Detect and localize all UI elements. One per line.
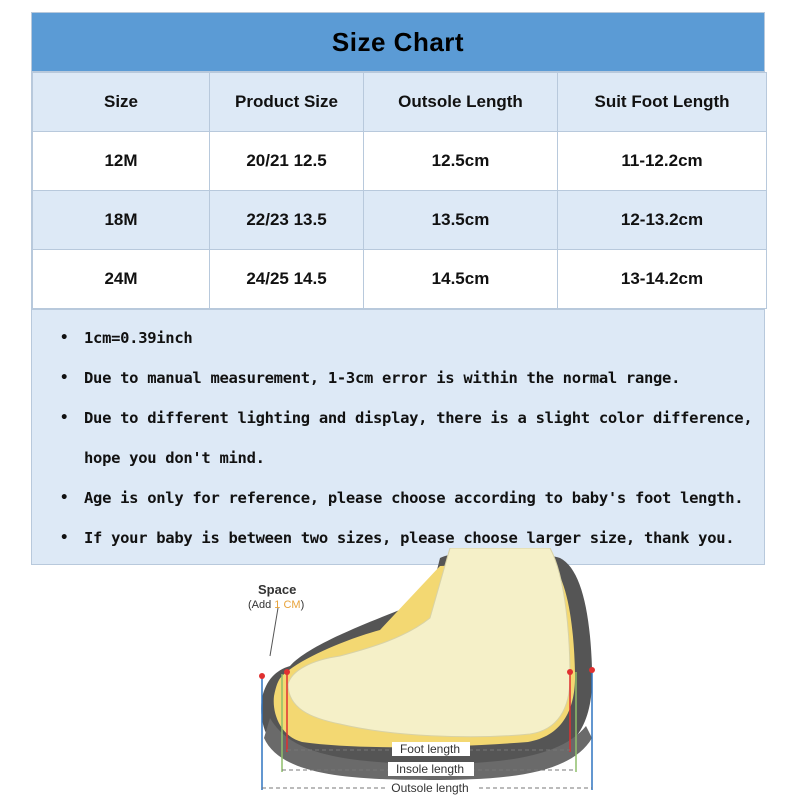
- cell-outsole-length: 13.5cm: [364, 191, 558, 250]
- foot-measurement-diagram: [230, 548, 610, 800]
- note-item: • If your baby is between two sizes, please choose larger size, thank you.: [84, 518, 764, 558]
- cell-size: 24M: [33, 250, 210, 309]
- header-size: Size: [33, 73, 210, 132]
- cell-product-size: 20/21 12.5: [210, 132, 364, 191]
- space-add-note: (Add 1 CM): [248, 599, 305, 611]
- table-row: [33, 250, 767, 309]
- cell-suit-foot-length: 12-13.2cm: [558, 191, 767, 250]
- header-suit-foot-length: Suit Foot Length: [558, 73, 767, 132]
- outsole-length-label: Outsole length: [391, 781, 469, 795]
- cell-suit-foot-length: 11-12.2cm: [558, 132, 767, 191]
- cell-suit-foot-length: 13-14.2cm: [558, 250, 767, 309]
- note-item: • Due to manual measurement, 1-3cm error is within the normal range.: [84, 358, 764, 398]
- header-product-size: Product Size: [210, 73, 364, 132]
- table-header-row: [33, 73, 767, 132]
- cell-product-size: 22/23 13.5: [210, 191, 364, 250]
- header-outsole-length: Outsole Length: [364, 73, 558, 132]
- cell-size: 18M: [33, 191, 210, 250]
- note-item: • 1cm=0.39inch: [84, 318, 764, 358]
- table-row: [33, 132, 767, 191]
- cell-outsole-length: 12.5cm: [364, 132, 558, 191]
- cell-product-size: 24/25 14.5: [210, 250, 364, 309]
- chart-title: Size Chart: [32, 13, 764, 72]
- notes-section: [32, 309, 764, 564]
- note-item: • Due to different lighting and display, there is a slight color difference, hope you don't mind.: [84, 398, 764, 478]
- size-table: [32, 72, 767, 309]
- cell-outsole-length: 14.5cm: [364, 250, 558, 309]
- size-chart: [31, 12, 765, 565]
- cell-size: 12M: [33, 132, 210, 191]
- table-row: [33, 191, 767, 250]
- foot-length-label: Foot length: [399, 742, 461, 756]
- shoe-diagram-illustration: [230, 548, 610, 800]
- insole-length-label: Insole length: [395, 762, 465, 776]
- note-item: • Age is only for reference, please choose according to baby's foot length.: [84, 478, 764, 518]
- space-label: Space: [258, 582, 297, 597]
